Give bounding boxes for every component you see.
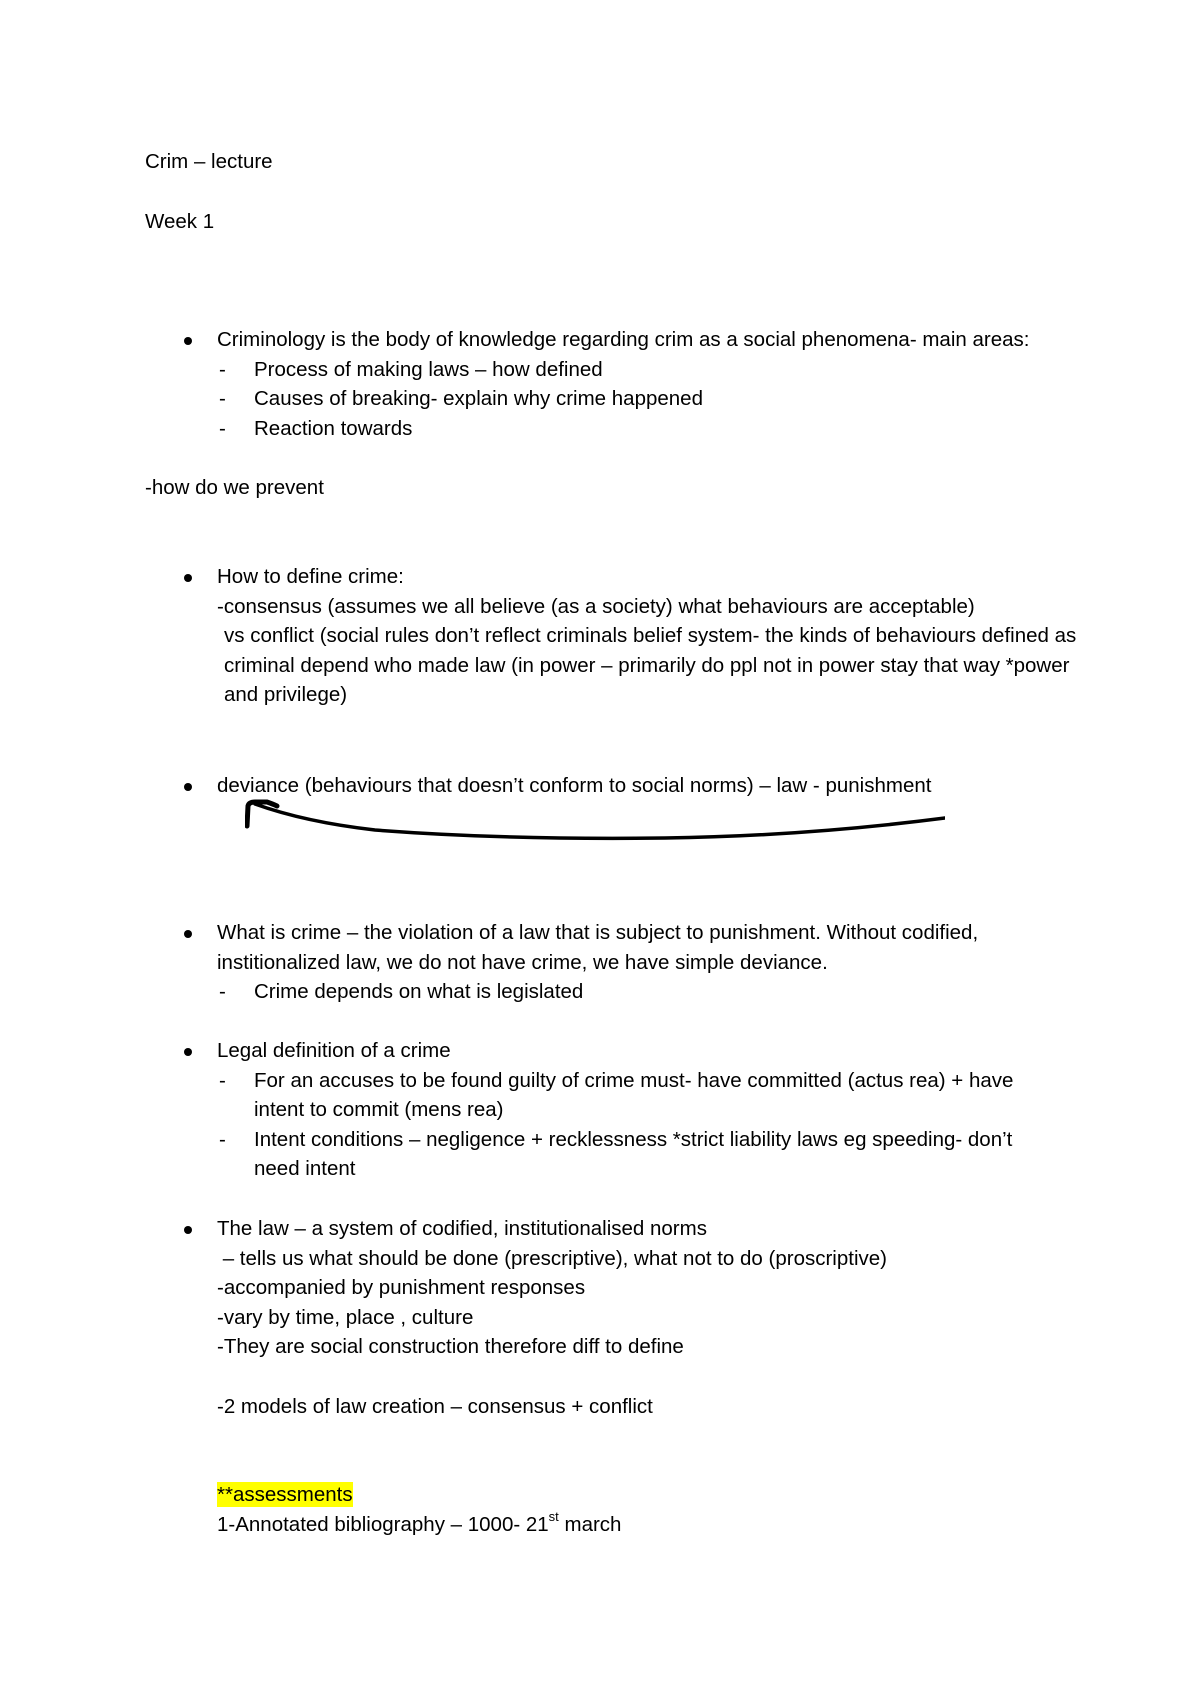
- paragraph: The law – a system of codified, institutionalised norms: [217, 1217, 707, 1240]
- sub-item: [217, 414, 1097, 444]
- section-criminology: [217, 325, 1097, 443]
- section-assessments: [217, 1480, 1097, 1539]
- assessment-item: [217, 1510, 1097, 1540]
- paragraph: – tells us what should be done (prescriptive), what not to do (proscriptive): [217, 1246, 887, 1270]
- bullet-icon: [184, 337, 192, 345]
- assessment-text: 1-Annotated bibliography – 1000- 21: [217, 1512, 549, 1536]
- sub-item: [217, 384, 1097, 414]
- paragraph: What is crime – the violation of a law that is subject to punishment. Without codified, institionalized law, we do not have crime, we have simple deviance.: [217, 921, 979, 974]
- sub-item-text: Intent conditions – negligence + recklessness *strict liability laws eg speeding- don’t need intent: [254, 1127, 1013, 1181]
- paragraph: deviance (behaviours that doesn’t conform to social norms) – law - punishment: [217, 774, 932, 797]
- sub-item: [217, 1066, 1034, 1125]
- paragraph: -They are social construction therefore diff to define: [217, 1335, 684, 1359]
- paragraph: -vary by time, place , culture: [217, 1305, 474, 1329]
- section-define-crime: [217, 562, 1097, 710]
- paragraph: Criminology is the body of knowledge regarding crim as a social phenomena- main areas:: [217, 328, 1030, 351]
- outdented-note: -how do we prevent: [145, 476, 324, 499]
- bullet-icon: [184, 783, 192, 791]
- sub-item: [217, 1125, 1034, 1184]
- week-label: Week 1: [145, 210, 215, 233]
- paragraph: -2 models of law creation – consensus + conflict: [217, 1394, 653, 1418]
- paragraph: Legal definition of a crime: [217, 1039, 451, 1062]
- section-deviance: [217, 771, 1097, 801]
- sub-item-text: Reaction towards: [254, 416, 413, 440]
- dash-marker: -: [219, 980, 226, 1004]
- assessment-month: march: [558, 1512, 622, 1536]
- section-what-is-crime: [217, 918, 1097, 1007]
- sub-item: [217, 977, 1097, 1007]
- ordinal-suffix: st: [548, 1508, 559, 1524]
- hand-drawn-arrow-icon: [245, 798, 945, 854]
- section-legal-definition: [217, 1036, 1097, 1184]
- dash-marker: -: [219, 1127, 226, 1151]
- dash-marker: -: [219, 357, 226, 381]
- assessments-heading: [217, 1480, 1097, 1510]
- paragraph: How to define crime:: [217, 565, 404, 588]
- sub-item-text: Crime depends on what is legislated: [254, 980, 584, 1004]
- bullet-icon: [184, 1048, 192, 1056]
- highlight: **assessments: [217, 1483, 353, 1506]
- dash-marker: -: [219, 1068, 226, 1092]
- bullet-icon: [184, 574, 192, 582]
- dash-marker: -: [219, 416, 226, 440]
- sub-item-text: For an accuses to be found guilty of crime must- have committed (actus rea) + have intent to commit (mens rea): [254, 1068, 1014, 1122]
- page-title: Crim – lecture: [145, 150, 273, 173]
- sub-item-text: Process of making laws – how defined: [254, 357, 603, 381]
- section-the-law: [217, 1214, 1097, 1421]
- bullet-icon: [184, 1226, 192, 1234]
- sub-item-text: Causes of breaking- explain why crime happened: [254, 387, 703, 411]
- dash-marker: -: [219, 387, 226, 411]
- paragraph: -accompanied by punishment responses: [217, 1276, 586, 1300]
- paragraph: -consensus (assumes we all believe (as a society) what behaviours are acceptable): [217, 594, 975, 618]
- paragraph: vs conflict (social rules don’t reflect criminals belief system- the kinds of behaviours defined as criminal depend who made law (in power – primarily do ppl not in power stay that way *power and privilege): [224, 624, 1077, 707]
- bullet-icon: [184, 930, 192, 938]
- sub-item: [217, 355, 1097, 385]
